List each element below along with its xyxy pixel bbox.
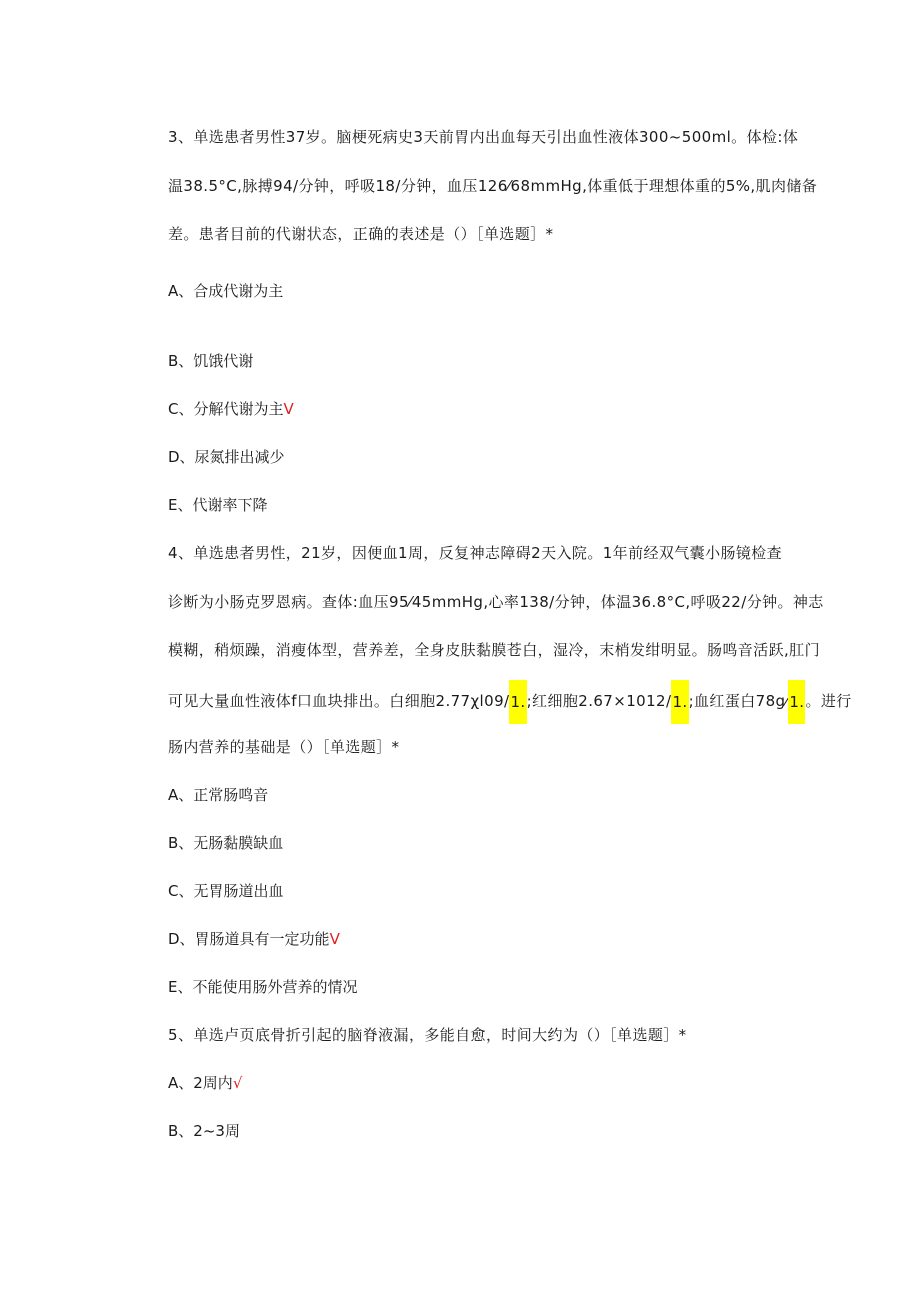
option-text: A、2周内 [168, 1074, 233, 1092]
lab-wbc: 白细胞2.77χl09/ [389, 692, 510, 710]
question-5-line-1: 5、单选卢页底骨折引起的脑脊液漏，多能自愈，时间大约为（）［单选题］* [168, 1026, 687, 1044]
question-3-line-2: 温38.5°C,脉搏94/分钟，呼吸18/分钟，血压126⁄68mmHg,体重低于理想体重的5%,肌肉储备 [168, 177, 818, 195]
option-text: B、饥饿代谢 [168, 352, 254, 370]
question-3-option-c[interactable] [168, 399, 294, 419]
question-3-option-b[interactable] [168, 351, 253, 371]
option-text: C、分解代谢为主 [168, 400, 284, 418]
question-4-line-2: 诊断为小肠克罗恩病。查体:血压95⁄45mmHg,心率138/分钟，体温36.8°C,呼吸22/分钟。神志 [168, 593, 824, 611]
lab-hb: ;血红蛋白78g⁄ [688, 692, 789, 710]
option-text: A、正常肠鸣音 [168, 786, 269, 804]
question-4-line-3: 模糊，稍烦躁，消瘦体型，营养差，全身皮肤黏膜苍白，湿冷，末梢发绀明显。肠鸣音活跃,肛门 [168, 641, 820, 659]
highlight-3: 1. [788, 680, 805, 724]
option-text: D、尿氮排出减少 [168, 448, 285, 466]
option-text: E、不能使用肠外营养的情况 [168, 978, 358, 996]
question-3-option-a[interactable] [168, 281, 283, 301]
correct-mark: V [283, 400, 294, 418]
highlight-2: 1. [671, 680, 688, 724]
option-text: A、合成代谢为主 [168, 282, 284, 300]
question-4-option-b[interactable] [168, 833, 283, 853]
question-3-option-d[interactable] [168, 447, 285, 467]
lab-rbc: ;红细胞2.67×1012/ [526, 692, 672, 710]
question-4-line-4-lead: 可见大量血性液体f口血块排出。 [168, 692, 390, 710]
highlight-1: 1. [509, 680, 526, 724]
question-3-option-e[interactable] [168, 495, 267, 515]
question-4-line-5: 肠内营养的基础是（）［单选题］* [168, 738, 400, 756]
question-4-option-c[interactable] [168, 881, 283, 901]
question-5-option-b[interactable] [168, 1121, 240, 1141]
correct-mark: V [329, 930, 340, 948]
question-3-line-1: 3、单选患者男性37岁。脑梗死病史3天前胃内出血每天引出血性液体300~500ml。体检:体 [168, 128, 799, 146]
option-text: C、无胃肠道出血 [168, 882, 284, 900]
question-4-option-d[interactable] [168, 929, 340, 949]
question-4-line-4 [168, 679, 852, 724]
question-4-option-e[interactable] [168, 977, 357, 997]
question-5-option-a[interactable] [168, 1073, 242, 1093]
question-3-line-3: 差。患者目前的代谢状态，正确的表述是（）［单选题］* [168, 225, 554, 243]
option-text: B、无肠黏膜缺血 [168, 834, 284, 852]
question-4-line-1: 4、单选患者男性，21岁，因便血1周，反复神志障碍2天入院。1年前经双气囊小肠镜检查 [168, 544, 783, 562]
option-text: B、2~3周 [168, 1122, 240, 1140]
option-text: D、胃肠道具有一定功能 [168, 930, 330, 948]
option-text: E、代谢率下降 [168, 496, 268, 514]
correct-mark: √ [232, 1074, 243, 1092]
question-4-line-4-tail: 。进行 [805, 692, 852, 710]
question-4-option-a[interactable] [168, 785, 268, 805]
